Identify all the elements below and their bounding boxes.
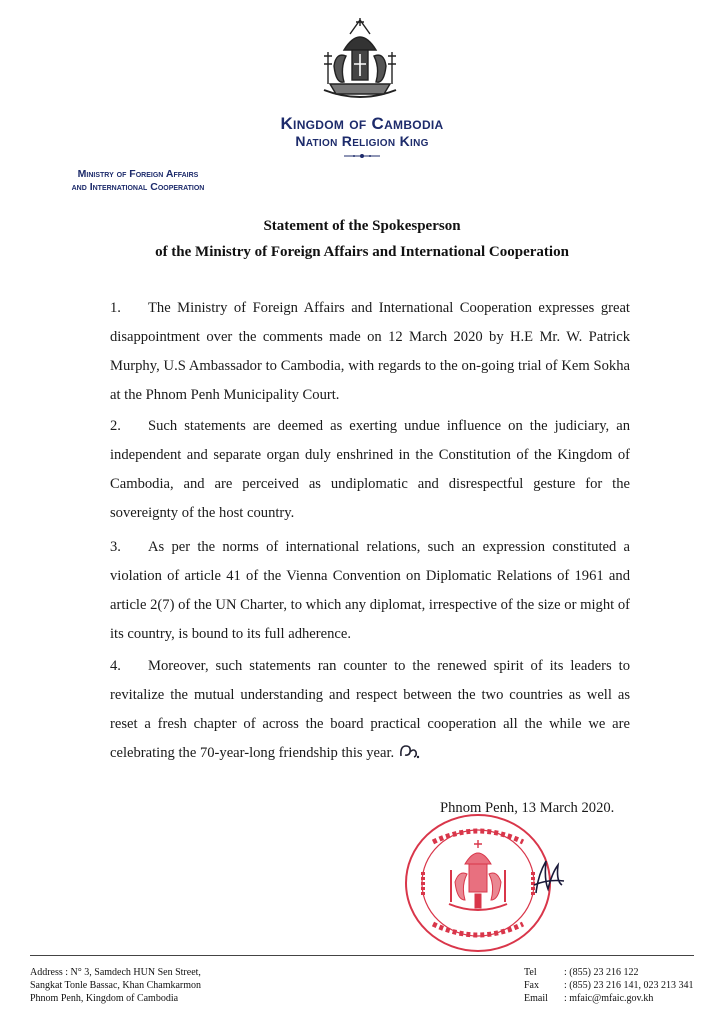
ornament-divider-icon <box>342 153 382 159</box>
paragraph-text: Such statements are deemed as exerting undue influence on the judiciary, an independent and separate organ duly enshrined in the Constitution of the Kingdom of Cambodia, and are perceived as undiplomatic and disrespectful gesture for the sovereignty of the host country. <box>110 418 630 521</box>
place-and-date: Phnom Penh, 13 March 2020. <box>440 800 615 816</box>
telephone-label: Tel <box>524 967 537 978</box>
paragraph-2 <box>110 412 630 528</box>
paragraph-text: As per the norms of international relations, such an expression constituted a violation of article 41 of the Vienna Convention on Diplomatic Relations of 1961 and article 2(7) of the UN Charter, to which any diplomat, irrespective of the size or might of its country, is bound to its full adherence. <box>110 539 630 642</box>
handwritten-signature-icon <box>528 855 568 897</box>
footer-contact <box>524 966 724 1005</box>
address-line-2: Sangkat Tonle Bassac, Khan Chamkarmon <box>30 980 202 991</box>
ministry-name <box>28 168 248 194</box>
fax-value: : (855) 23 216 141, 023 213 341 <box>564 980 694 991</box>
ministry-line-2: and International Cooperation <box>71 181 205 193</box>
paragraph-number: 1. <box>110 300 121 316</box>
ministry-line-1: Ministry of Foreign Affairs <box>77 168 199 180</box>
email-row <box>524 992 724 1005</box>
paragraph-number: 3. <box>110 539 121 555</box>
telephone-row <box>524 966 724 979</box>
country-name: Kingdom of Cambodia <box>280 114 444 133</box>
email-value: : mfaic@mfaic.gov.kh <box>564 993 654 1004</box>
national-motto: Nation Religion King <box>295 133 429 149</box>
footer-address <box>30 966 310 1005</box>
paragraph-number: 4. <box>110 658 121 674</box>
paragraph-3 <box>110 533 630 649</box>
paragraph-text: Moreover, such statements ran counter to the renewed spirit of its leaders to revitalize the mutual understanding and respect between the two countries as well as reset a fresh chapter of across the board practical cooperation all the while we are celebrating the 70-year-long friendship this year. <box>110 658 630 761</box>
paragraph-4 <box>110 652 630 768</box>
paragraph-1 <box>110 294 630 410</box>
paragraph-number: 2. <box>110 418 121 434</box>
paragraph-text: The Ministry of Foreign Affairs and International Cooperation expresses great disappointment over the comments made on 12 March 2020 by H.E Mr. W. Patrick Murphy, U.S Ambassador to Cambodia, with regards to the on-going trial of Kem Sokha at the Phnom Penh Municipality Court. <box>110 300 630 403</box>
address-line-1: Address : N° 3, Samdech HUN Sen Street, <box>30 967 201 978</box>
fax-label: Fax <box>524 980 539 991</box>
statement-title: Statement of the Spokesperson <box>263 218 461 234</box>
fax-row <box>524 979 724 992</box>
footer-divider <box>30 955 694 956</box>
statement-subtitle: of the Ministry of Foreign Affairs and International Cooperation <box>155 244 569 260</box>
address-line-3: Phnom Penh, Kingdom of Cambodia <box>30 993 179 1004</box>
royal-coat-of-arms-icon <box>314 14 406 110</box>
telephone-value: : (855) 23 216 122 <box>564 967 639 978</box>
handwritten-khmer-end-mark-icon <box>398 742 420 760</box>
email-label: Email <box>524 993 548 1004</box>
